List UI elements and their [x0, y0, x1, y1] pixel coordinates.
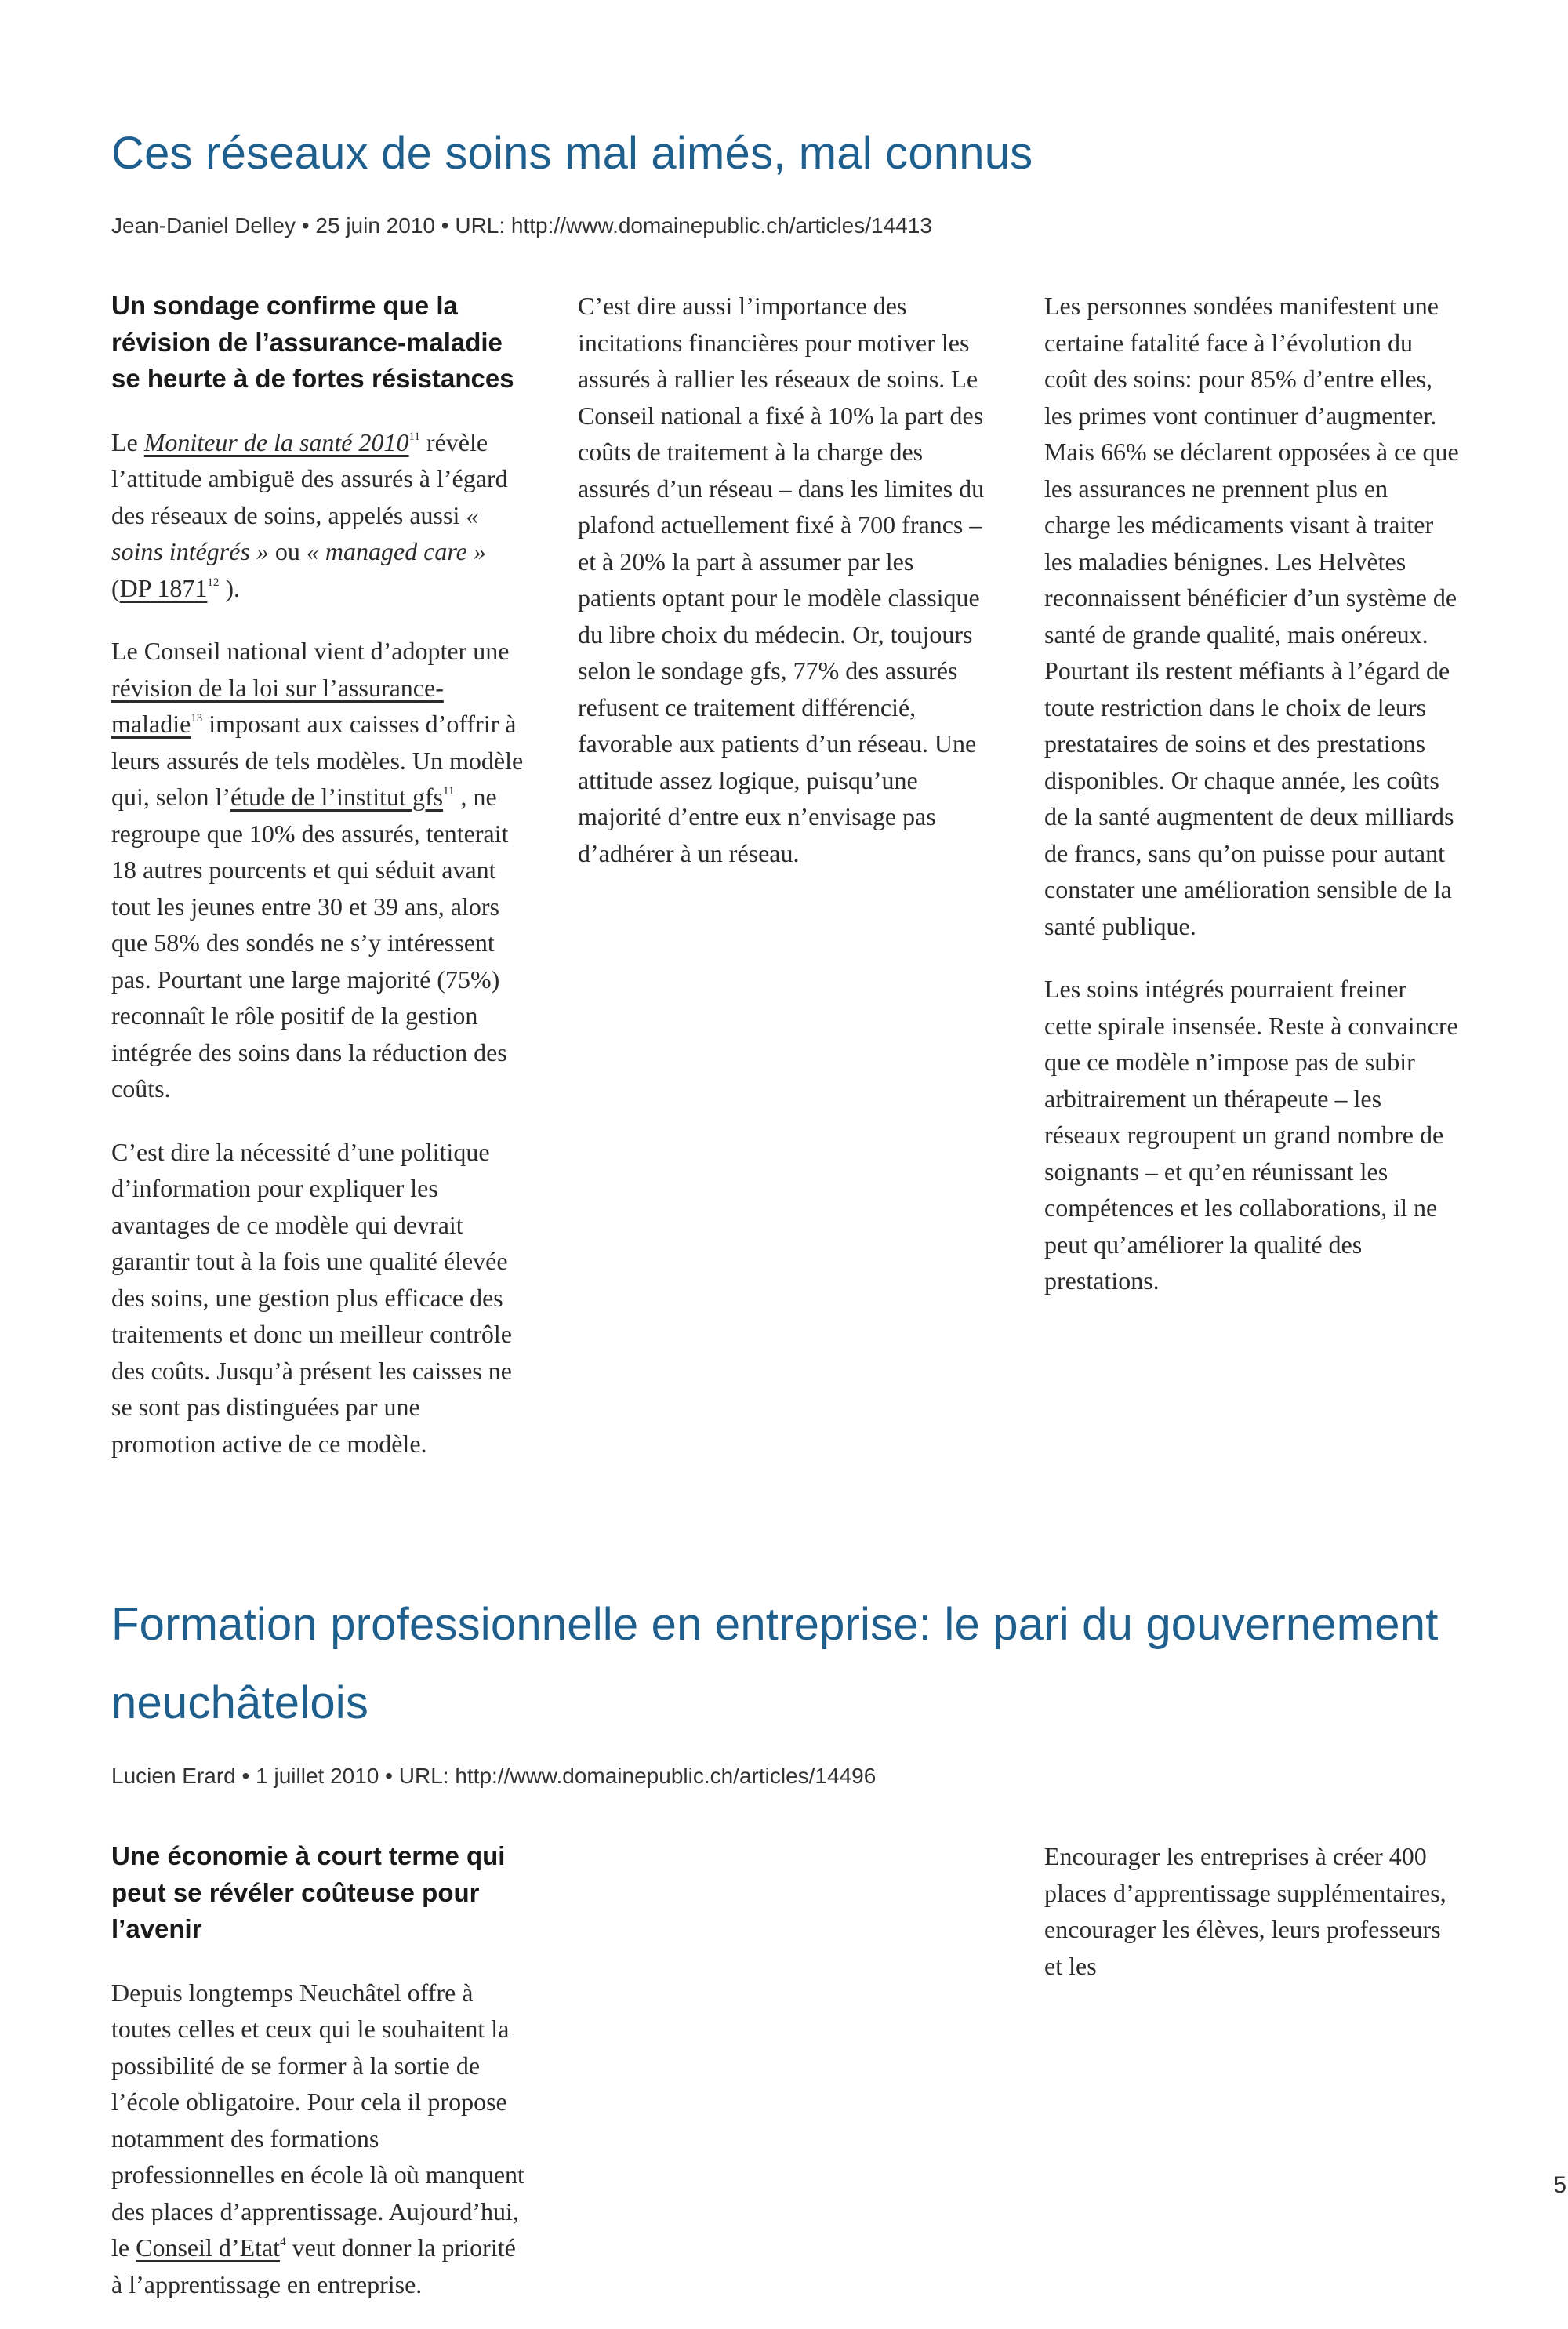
article-byline — [111, 210, 932, 242]
footnote-marker: 12 — [207, 576, 220, 589]
byline-separator: • — [434, 213, 456, 238]
emphasis-text: « managed care » — [306, 537, 486, 565]
url-label: URL: — [455, 213, 506, 238]
article-date: 25 juin 2010 — [315, 213, 435, 238]
byline-separator: • — [296, 213, 316, 238]
url-label: URL: — [398, 1764, 449, 1788]
article-paragraph: Depuis longtemps Neuchâtel offre à toutes celles et ceux qui le souhaitent la possibilité de se former à la sortie de l’école obligatoire. Pour cela il propose notamment des formations professionnelles en école là où manquent des places d’apprentissage. Aujourd’hui, le Conseil d’Etat$^4$ veut donner la priorité à l’apprentissage en entreprise. — [111, 1978, 524, 2298]
article-lead: Un sondage confirme que la révision de l’assurance-maladie se heurte à de fortes résistances — [111, 291, 514, 393]
footnote-marker: 13 — [191, 712, 203, 725]
article-author: Jean-Daniel Delley — [111, 213, 296, 238]
article-url[interactable]: http://www.domainepublic.ch/articles/14496 — [455, 1764, 877, 1788]
article-body — [111, 288, 1460, 1488]
article-url[interactable]: http://www.domainepublic.ch/articles/14413 — [510, 213, 932, 238]
footnote-marker: 11 — [408, 430, 420, 443]
article-column-3 — [1044, 1838, 1460, 2329]
article-column-2 — [578, 1838, 993, 2329]
link-conseil-etat[interactable]: Conseil d’Etat — [136, 2233, 281, 2262]
article-lead: Une économie à court terme qui peut se révéler coûteuse pour l’avenir — [111, 1841, 506, 1943]
article-column-1 — [111, 1838, 527, 2329]
emphasis-text: « soins intégrés » — [111, 500, 479, 565]
article-paragraph: Les personnes sondées manifestent une certaine fatalité face à l’évolution du coût des soins: pour 85% d’entre elles, les primes vont continuer d’augmenter. Mais 66% se déclarent opposées à ce que les assurances ne prennent plus en charge les médicaments visant à traiter les maladies bénignes. Les Helvètes reconnaissent bénéficier d’un système de santé de grande qualité, mais onéreux. Pourtant ils restent méfiants à l’égard de toute restriction dans le choix de leurs prestataires de soins et des prestations disponibles. Or chaque année, les coûts de la santé augmentent de deux milliards de francs, sans qu’on puisse pour autant constater une amélioration sensible de la santé publique. — [1044, 292, 1459, 940]
article-body — [111, 1838, 1460, 2329]
article-author: Lucien Erard — [111, 1764, 236, 1788]
article-paragraph: Les soins intégrés pourraient freiner cette spirale insensée. Reste à convaincre que ce modèle n’impose pas de subir arbitrairement un thérapeute – les réseaux regroupent un grand nombre de soignants – et qu’en réunissant les compétences et les collaborations, il ne peut qu’améliorer la qualité des prestations. — [1044, 975, 1458, 1295]
article-byline — [111, 1760, 876, 1792]
article-column-1 — [111, 288, 527, 1488]
article-column-2 — [578, 288, 993, 1488]
article-paragraph: Le Moniteur de la santé 2010$^{11}$ révèle l’attitude ambiguë des assurés à l’égard des réseaux de soins, appelés aussi « soins intégrés » ou « managed care » (DP 1871$^{12}$ ). — [111, 427, 508, 602]
article-paragraph: Le Conseil national vient d’adopter une révision de la loi sur l’assurance-maladie$^{13}$ imposant aux caisses d’offrir à leurs assurés de tels modèles. Un modèle qui, selon l’étude de l’institut gfs$^{11}$ , ne regroupe que 10% des assurés, tenterait 18 autres pourcents et qui séduit avant tout les jeunes entre 30 et 39 ans, alors que 58% des sondés ne s’y intéressent pas. Pourtant une large majorité (75%) reconnaît le rôle positif de la gestion intégrée des soins dans la réduction des coûts. — [111, 637, 524, 1103]
article-title: Ces réseaux de soins mal aimés, mal connus — [111, 128, 1033, 179]
footnote-marker: 11 — [443, 785, 455, 798]
article-paragraph: C’est dire la nécessité d’une politique d’information pour expliquer les avantages de ce modèle qui devrait garantir tout à la fois une qualité élevée des soins, une gestion plus efficace des traitements et donc un meilleur contrôle des coûts. Jusqu’à présent les caisses ne se sont pas distinguées par une promotion active de ce modèle. — [111, 1137, 512, 1458]
article-date: 1 juillet 2010 — [256, 1764, 379, 1788]
link-dp-1871[interactable]: DP 1871 — [119, 573, 208, 602]
byline-separator: • — [235, 1764, 256, 1788]
page-number: 5 — [1553, 2172, 1566, 2198]
article-title: Formation professionnelle en entreprise: le pari du gouvernement neuchâtelois — [111, 1599, 1439, 1728]
article-paragraph: C’est dire aussi l’importance des incitations financières pour motiver les assurés à rallier les réseaux de soins. Le Conseil national a fixé à 10% la part des coûts de traitement à la charge des assurés d’un réseau – dans les limites du plafond actuellement fixé à 700 francs – et à 20% la part à assumer par les patients optant pour le modèle classique du libre choix du médecin. Or, toujours selon le sondage gfs, 77% des assurés refusent ce traitement différencié, favorable aux patients d’un réseau. Une attitude assez logique, puisqu’une majorité d’entre eux n’envisage pas d’adhérer à un réseau. — [578, 292, 985, 867]
link-etude-gfs[interactable]: étude de l’institut gfs — [230, 783, 444, 811]
article-paragraph: Encourager les entreprises à créer 400 places d’apprentissage supplémentaires, encourager les élèves, leurs professeurs et les — [1044, 1842, 1446, 1980]
footnote-marker: 4 — [280, 2236, 286, 2248]
link-moniteur-sante[interactable]: Moniteur de la santé 2010 — [143, 427, 409, 456]
link-revision-loi[interactable]: révision de la loi sur l’assurance-maladie — [111, 673, 444, 738]
article-column-3 — [1044, 288, 1460, 1488]
byline-separator: • — [379, 1764, 399, 1788]
